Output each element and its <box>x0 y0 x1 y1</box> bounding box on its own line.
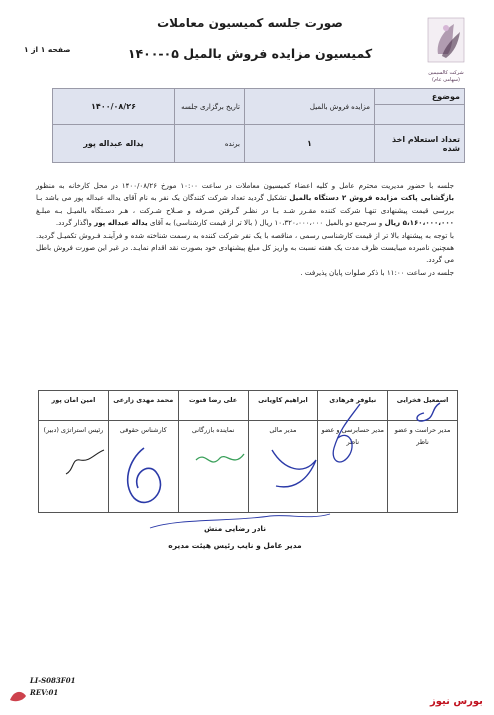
signatory-name-2: نیلوفر فرهادی <box>318 391 388 421</box>
page-number: صفحه ۱ از ۱ <box>24 45 71 54</box>
minutes-body <box>36 180 454 279</box>
company-name-line-1: شرکت کالسیمین <box>428 70 464 76</box>
document-title: صورت جلسه کمیسیون معاملات <box>157 16 343 30</box>
brand-mark-icon <box>8 686 28 704</box>
manager-signature-icon <box>140 508 340 538</box>
body-text-1: جلسه با حضور مدیریت محترم عامل و کلیه اعضاء کمیسیون معاملات در ساعت ۱۰:۰۰ مورخ ۱۴۰۰/۰۸/۲۶ در محل کارخانه به منظور <box>36 181 454 190</box>
brand-watermark: بورس نیوز <box>430 696 483 707</box>
form-code: LI-S083F01 <box>30 676 76 685</box>
manager-name: نادر رضایی منش <box>203 524 267 533</box>
signatory-name-1: اسمعیل فخرایی <box>388 391 458 421</box>
company-name-line-2: (سهامی عام) <box>432 77 460 83</box>
subject-value: مزایده فروش بالمیل <box>245 89 375 125</box>
date-value: ۱۴۰۰/۰۸/۲۶ <box>53 89 175 125</box>
body-text-3: و سرجمع دو بالمیل ۱۰،۳۲۰،۰۰۰،۰۰۰ ریال ( بالا تر از قیمت کارشناسی) به آقای <box>149 218 383 228</box>
winner-label: برنده <box>175 125 245 163</box>
signatory-role-2: مدیر حسابرسی و عضو ناظر <box>318 421 388 513</box>
manager-title: مدیر عامل و نایب رئیس هیئت مدیره <box>168 541 302 550</box>
inquiry-value: ۱ <box>245 125 375 163</box>
signature-1-icon <box>410 395 450 435</box>
signatory-name-5: محمد مهدی زارعی <box>108 391 178 421</box>
meeting-info-table <box>52 88 465 163</box>
signatory-name-4: علی رضا قنوت <box>178 391 248 421</box>
signature-3-icon <box>264 440 324 500</box>
signatory-role-1: مدیر حراست و عضو ناظر <box>388 421 458 513</box>
document-subtitle: کمیسیون مزایده فروش بالمیل ۰۵-۱۴۰۰ <box>127 46 373 61</box>
body-highlight-2: ۵،۱۶۰،۰۰۰،۰۰۰ ریال <box>384 218 454 228</box>
signature-4-icon <box>190 440 250 480</box>
form-revision: REV:01 <box>30 688 59 697</box>
company-name <box>418 70 474 84</box>
body-text-4: واگذار گردد. <box>55 218 92 228</box>
body-highlight-3: یداله عبداله پور <box>94 218 148 228</box>
signatory-role-3: مدیر مالی <box>248 421 318 513</box>
body-text-2: تشکیل گردید تعداد شرکت کنندگان یک نفر به نام آقای یداله عبداله پور می باشد بـا بررسی قیمت پیشنهادی تنهـا شرکت کننده مقـرر شـد بـا در نظـر گـرفتن صـرفه و صـلاح شـرکت ، هـر دسـتگاه بالمیـل بـه مبلـغ <box>36 193 454 215</box>
signatory-role-5: کارشناس حقوقی <box>108 421 178 513</box>
subject-spacer <box>375 105 465 125</box>
signatory-role-6: رئیس استراتژی (دبیر) <box>39 421 109 513</box>
signatory-role-4: نماینده بازرگانی <box>178 421 248 513</box>
winner-value: یداله عبداله پور <box>53 125 175 163</box>
subject-label: موضوع <box>375 89 465 105</box>
signatory-name-3: ابراهیم کاویانی <box>248 391 318 421</box>
paragraph-award <box>36 180 454 230</box>
inquiry-label: تعداد استعلام اخذ شده <box>375 125 465 163</box>
signatory-name-6: امین امان پور <box>39 391 109 421</box>
signature-6-icon <box>60 440 110 480</box>
paragraph-conditions: با توجه به پیشنهاد بالا تر از قیمت کارشناسی رسمی ، مناقصه با یک نفر شرکت کننده به رسمت شناخته شده و فرآینـد فـروش تکمیـل گردید. همچنین نامبرده میبایست ظرف مدت یک هفته نسبت به واریز کل مبلغ پیشنهادی خود بصورت نقد اقدام نمایـد. در غیر این صورت فروش باطل می گردد. <box>36 230 454 265</box>
paragraph-closing: جلسه در ساعت ۱۱:۰۰ با ذکر صلوات پایان پذیرفت . <box>300 267 454 277</box>
signature-2-icon <box>320 398 380 488</box>
body-highlight-1: بازگشایی پاکت مزایده فروش ۲ دستگاه بالمیل <box>289 193 454 203</box>
date-label: تاریخ برگزاری جلسه <box>175 89 245 125</box>
